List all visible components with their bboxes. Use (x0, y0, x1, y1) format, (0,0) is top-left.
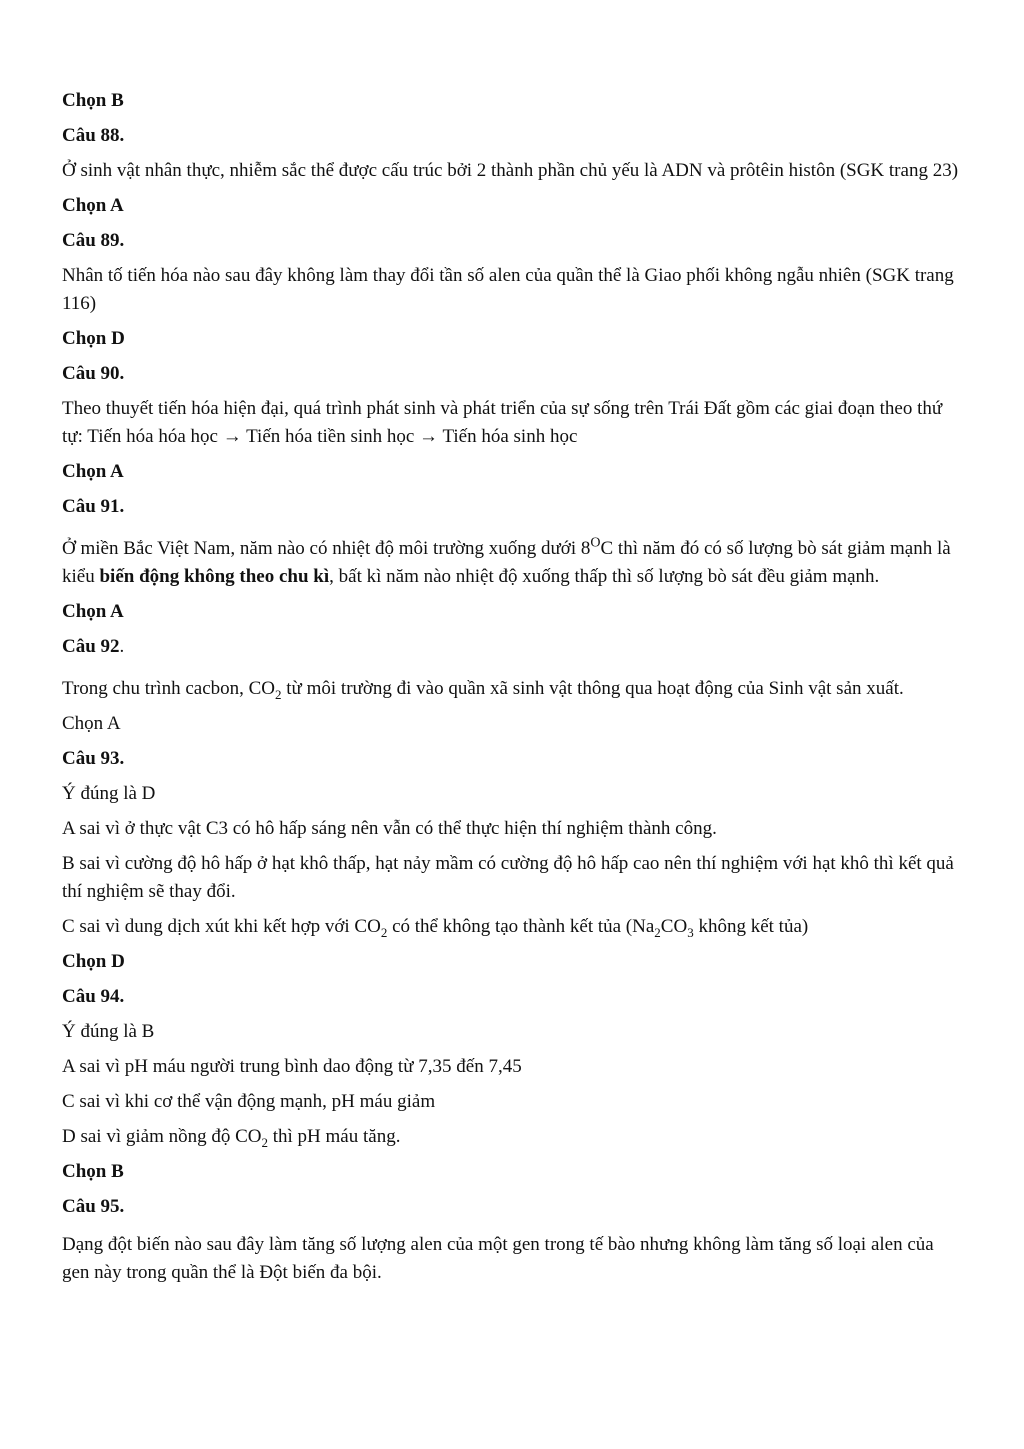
explanation-text: từ môi trường đi vào quần xã sinh vật thông qua hoạt động của Sinh vật sản xuất. (281, 678, 904, 699)
explanation-text: có thể không tạo thành kết tủa (Na (387, 916, 655, 937)
correct-answer-93: Ý đúng là D (62, 783, 156, 804)
question-label-88: Câu 88. (62, 125, 125, 146)
explanation-text: Trong chu trình cacbon, CO (62, 678, 276, 699)
answer-choice-88: Chọn A (62, 195, 124, 216)
question-label-92 (62, 633, 962, 661)
explanation-text: , bất kì năm nào nhiệt độ xuống thấp thì số lượng bò sát đều giảm mạnh. (329, 566, 880, 587)
question-explanation-91 (62, 535, 962, 591)
option-b-explanation-93: B sai vì cường độ hô hấp ở hạt khô thấp, hạt nảy mầm có cường độ hô hấp cao nên thí nghiệm với hạt khô thì kết quả thí nghiệm sẽ thay đổi. (62, 853, 954, 902)
emphasis-text: biến động không theo chu kì (99, 566, 330, 587)
answer-choice-91: Chọn A (62, 601, 124, 622)
explanation-text: C sai vì dung dịch xút khi kết hợp với CO (62, 916, 381, 937)
option-c-explanation-94: C sai vì khi cơ thể vận động mạnh, pH máu giảm (62, 1091, 436, 1112)
answer-choice-93: Chọn D (62, 951, 125, 972)
explanation-text: không kết tủa) (693, 916, 809, 937)
explanation-text: C thì năm đó có số lượng bò sát giảm mạnh là kiểu (62, 538, 951, 587)
question-explanation-92 (62, 675, 962, 703)
option-d-explanation-94 (62, 1123, 962, 1151)
explanation-text: D sai vì giảm nồng độ CO (62, 1126, 262, 1147)
option-a-explanation-93: A sai vì ở thực vật C3 có hô hấp sáng nên vẫn có thể thực hiện thí nghiệm thành công. (62, 818, 717, 839)
subscript: 2 (654, 924, 661, 940)
question-label-94: Câu 94. (62, 986, 125, 1007)
answer-choice-94: Chọn B (62, 1161, 124, 1182)
explanation-text: Ở miền Bắc Việt Nam, năm nào có nhiệt độ môi trường xuống dưới 8 (62, 538, 591, 559)
option-c-explanation-93 (62, 913, 962, 941)
answer-choice-90: Chọn A (62, 461, 124, 482)
question-explanation-88: Ở sinh vật nhân thực, nhiễm sắc thể được cấu trúc bởi 2 thành phần chủ yếu là ADN và prôtêin histôn (SGK trang 23) (62, 160, 959, 181)
question-label-text: Câu 92 (62, 636, 120, 657)
correct-answer-94: Ý đúng là B (62, 1021, 155, 1042)
subscript: 2 (261, 1134, 268, 1150)
question-label-89: Câu 89. (62, 230, 125, 251)
question-label-dot: . (119, 636, 125, 657)
subscript: 2 (275, 686, 282, 702)
question-label-91: Câu 91. (62, 496, 125, 517)
subscript: 3 (687, 924, 694, 940)
question-explanation-89: Nhân tố tiến hóa nào sau đây không làm thay đổi tần số alen của quần thể là Giao phối không ngẫu nhiên (SGK trang 116) (62, 265, 954, 314)
answer-choice-92: Chọn A (62, 713, 121, 734)
question-explanation-95: Dạng đột biến nào sau đây làm tăng số lượng alen của một gen trong tế bào nhưng không làm tăng số loại alen của gen này trong quần thể là Đột biến đa bội. (62, 1234, 934, 1283)
explanation-text: CO (660, 916, 688, 937)
answer-choice-89: Chọn D (62, 328, 125, 349)
option-a-explanation-94: A sai vì pH máu người trung bình dao động từ 7,35 đến 7,45 (62, 1056, 522, 1077)
explanation-text: thì pH máu tăng. (268, 1126, 401, 1147)
superscript-degree: O (590, 535, 601, 551)
question-label-93: Câu 93. (62, 748, 125, 769)
document-page (62, 87, 962, 1287)
question-label-95: Câu 95. (62, 1196, 125, 1217)
answer-choice: Chọn B (62, 90, 124, 111)
question-explanation-90: Theo thuyết tiến hóa hiện đại, quá trình phát sinh và phát triển của sự sống trên Trái Đất gồm các giai đoạn theo thứ tự: Tiến hóa hóa học → Tiến hóa tiền sinh học → Tiến hóa sinh học (62, 398, 943, 447)
question-label-90: Câu 90. (62, 363, 125, 384)
subscript: 2 (380, 924, 388, 940)
